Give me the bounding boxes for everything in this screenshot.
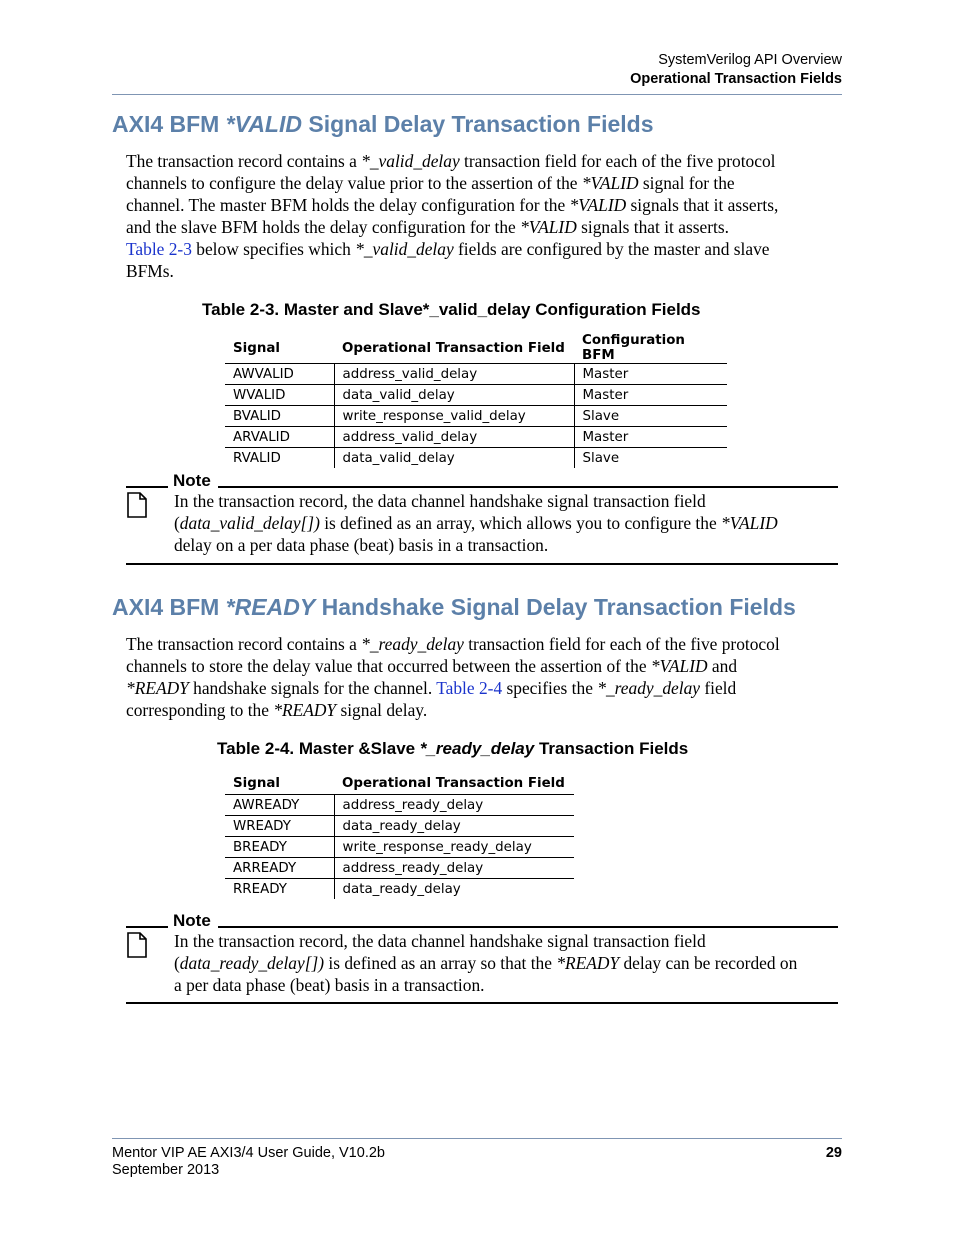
cell-signal: BVALID	[225, 406, 334, 427]
footer-rule	[112, 1138, 842, 1139]
table-2-3	[225, 333, 727, 468]
note-text: In the transaction record, the data channel handshake signal transaction field (data_valid_delay[]) is defined as an array, which allows you to configure the *VALID delay on a per data phase (beat) basis in a transaction.	[174, 491, 778, 555]
table-row	[225, 858, 574, 879]
note-bottom-rule	[126, 563, 838, 565]
section-title-ready: AXI4 BFM *READY Handshake Signal Delay Transaction Fields	[112, 594, 796, 620]
page-number: 29	[825, 1145, 842, 1161]
cell-bfm: Master	[574, 364, 727, 385]
cell-field: data_valid_delay	[334, 448, 574, 469]
cell-signal: AWREADY	[225, 795, 334, 816]
cell-field: data_ready_delay	[334, 879, 574, 900]
note-page-icon	[127, 932, 147, 958]
note-bottom-rule	[126, 1002, 838, 1004]
table-row	[225, 795, 574, 816]
column-header-signal: Signal	[225, 773, 334, 795]
footer-date: September 2013	[112, 1162, 220, 1178]
cell-field: address_ready_delay	[334, 858, 574, 879]
cell-field: address_valid_delay	[334, 364, 574, 385]
section-title-valid: AXI4 BFM *VALID Signal Delay Transaction Fields	[112, 111, 654, 137]
note-page-icon	[127, 492, 147, 518]
cell-field: address_ready_delay	[334, 795, 574, 816]
cell-field: data_ready_delay	[334, 816, 574, 837]
footer-doc-title: Mentor VIP AE AXI3/4 User Guide, V10.2b	[112, 1145, 385, 1161]
table-row	[225, 406, 727, 427]
cell-signal: ARVALID	[225, 427, 334, 448]
table-2-4	[225, 773, 574, 899]
note-text: In the transaction record, the data channel handshake signal transaction field (data_ready_delay[]) is defined as an array so that the *READY delay can be recorded on a per data phase (beat) basis in a transaction.	[174, 931, 798, 995]
cell-signal: RREADY	[233, 881, 287, 897]
table-row	[225, 837, 574, 858]
cell-bfm: Slave	[574, 406, 727, 427]
cell-signal: BREADY	[225, 837, 334, 858]
table-2-3-link[interactable]: Table 2-3	[126, 239, 192, 259]
note-rule-left	[126, 486, 168, 488]
table-row	[225, 427, 727, 448]
table-row	[225, 385, 727, 406]
column-header-field: Operational Transaction Field	[334, 773, 574, 795]
cell-field: write_response_ready_delay	[334, 837, 574, 858]
cell-field: address_valid_delay	[334, 427, 574, 448]
running-header-chapter: SystemVerilog API Overview	[658, 52, 842, 68]
header-rule	[112, 94, 842, 95]
cell-signal: ARREADY	[225, 858, 334, 879]
note-rule-left	[126, 926, 168, 928]
table-row	[225, 364, 727, 385]
table-row	[225, 816, 574, 837]
table-2-4-link[interactable]: Table 2-4	[436, 678, 503, 698]
column-header-signal: Signal	[225, 333, 334, 364]
column-header-field: Operational Transaction Field	[334, 333, 574, 364]
table-row	[225, 448, 727, 469]
note-label: Note	[173, 471, 215, 491]
table-header-row	[225, 773, 574, 795]
section-valid-paragraph: The transaction record contains a *_valid_delay transaction field for each of the five protocol channels to configure the delay value prior to the assertion of the *VALID signal for the channel. The master BFM holds the delay configuration for the *VALID signals that it asserts, and the slave BFM holds the delay configuration for the *VALID signals that it asserts. Table 2-3 below specifies which *_valid_delay fields are configured by the master and slave BFMs.	[126, 151, 779, 281]
cell-signal: WREADY	[225, 816, 334, 837]
table-header-row	[225, 333, 727, 364]
running-header-section: Operational Transaction Fields	[630, 71, 842, 87]
table-2-3-caption: Table 2-3. Master and Slave*_valid_delay Configuration Fields	[202, 300, 701, 319]
cell-bfm: Master	[574, 385, 727, 406]
table-row	[225, 879, 574, 900]
cell-signal: AWVALID	[225, 364, 334, 385]
cell-signal: WVALID	[225, 385, 334, 406]
cell-field: write_response_valid_delay	[334, 406, 574, 427]
cell-field: data_valid_delay	[334, 385, 574, 406]
cell-bfm: Master	[574, 427, 727, 448]
column-header-bfm: Configuration BFM	[574, 333, 727, 364]
section-ready-paragraph: The transaction record contains a *_ready_delay transaction field for each of the five protocol channels to store the delay value that occurred between the assertion of the *VALID and *READY handshake signals for the channel. Table 2-4 specifies the *_ready_delay field corresponding to the *READY signal delay.	[126, 634, 780, 720]
footer-doc-info	[112, 1145, 385, 1179]
note-rule-right	[218, 486, 838, 488]
cell-signal: RVALID	[233, 450, 281, 466]
note-label: Note	[173, 911, 215, 931]
cell-bfm: Slave	[574, 448, 727, 469]
note-rule-right	[218, 926, 838, 928]
table-2-4-caption: Table 2-4. Master &Slave *_ready_delay Transaction Fields	[217, 739, 689, 758]
